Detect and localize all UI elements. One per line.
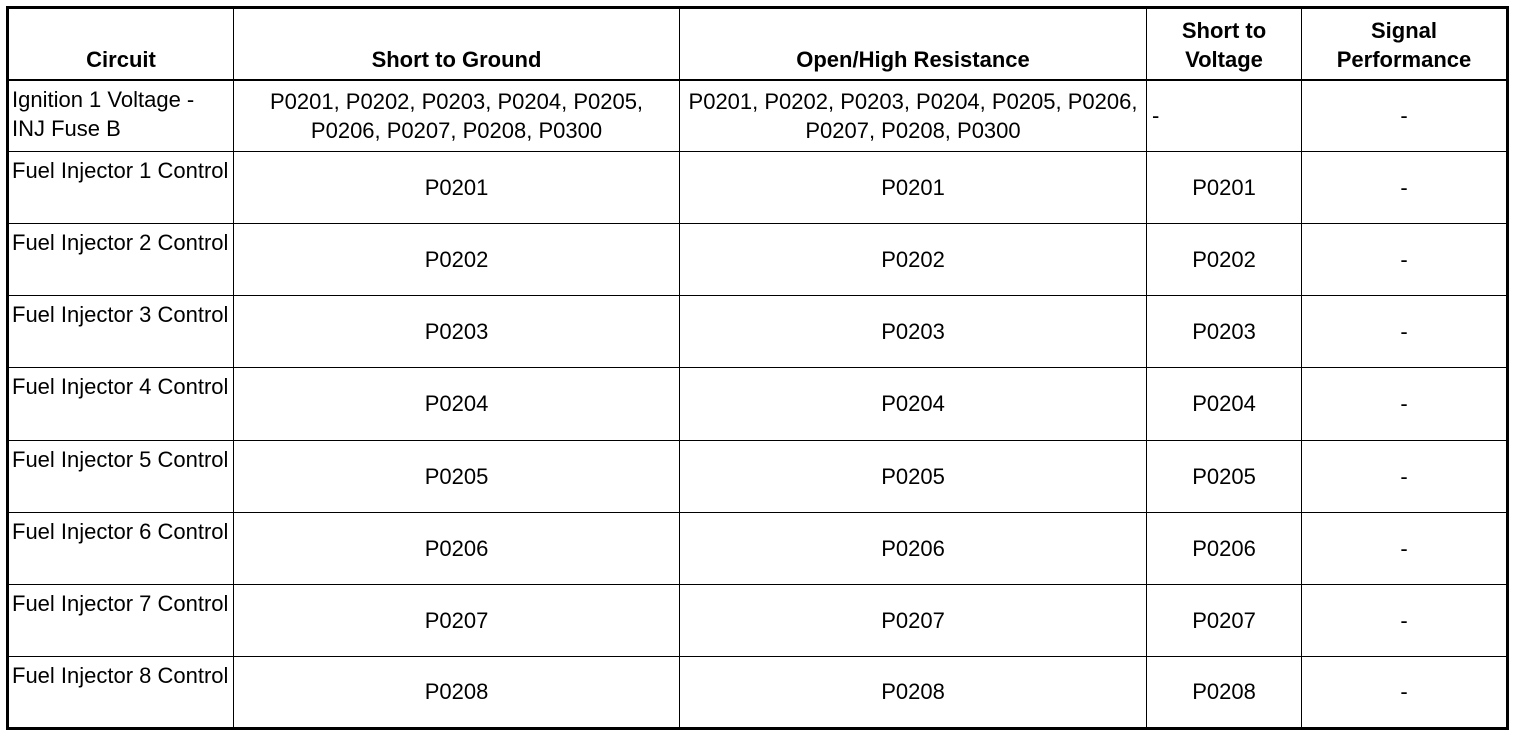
table-row [8, 656, 1508, 728]
table-row [8, 296, 1508, 368]
cell-circuit: Fuel Injector 8 Control [8, 656, 234, 728]
cell-signal-performance: - [1302, 656, 1508, 728]
cell-circuit: Fuel Injector 2 Control [8, 224, 234, 296]
cell-circuit: Fuel Injector 1 Control [8, 152, 234, 224]
cell-short-to-voltage: P0207 [1147, 584, 1302, 656]
table-row [8, 224, 1508, 296]
cell-short-to-voltage: P0208 [1147, 656, 1302, 728]
cell-short-to-voltage: P0203 [1147, 296, 1302, 368]
cell-short-to-voltage: - [1147, 80, 1302, 152]
header-signal-performance: Signal Performance [1302, 8, 1508, 80]
cell-signal-performance: - [1302, 152, 1508, 224]
cell-open-high-resistance: P0207 [680, 584, 1147, 656]
table-row [8, 584, 1508, 656]
cell-open-high-resistance: P0205 [680, 440, 1147, 512]
cell-short-to-ground: P0204 [234, 368, 680, 440]
cell-short-to-voltage: P0201 [1147, 152, 1302, 224]
table-row [8, 368, 1508, 440]
cell-signal-performance: - [1302, 584, 1508, 656]
cell-open-high-resistance: P0201 [680, 152, 1147, 224]
cell-short-to-ground: P0201 [234, 152, 680, 224]
cell-circuit: Fuel Injector 7 Control [8, 584, 234, 656]
cell-signal-performance: - [1302, 296, 1508, 368]
dtc-table-container [6, 6, 1506, 730]
table-header [8, 8, 1508, 80]
cell-open-high-resistance: P0206 [680, 512, 1147, 584]
cell-short-to-ground: P0205 [234, 440, 680, 512]
cell-open-high-resistance: P0201, P0202, P0203, P0204, P0205, P0206, P0207, P0208, P0300 [680, 80, 1147, 152]
cell-circuit: Fuel Injector 3 Control [8, 296, 234, 368]
cell-short-to-voltage: P0202 [1147, 224, 1302, 296]
cell-short-to-ground: P0206 [234, 512, 680, 584]
table-row [8, 512, 1508, 584]
header-short-to-ground: Short to Ground [234, 8, 680, 80]
cell-circuit: Fuel Injector 6 Control [8, 512, 234, 584]
cell-circuit: Ignition 1 Voltage - INJ Fuse B [8, 80, 234, 152]
cell-short-to-voltage: P0204 [1147, 368, 1302, 440]
cell-signal-performance: - [1302, 512, 1508, 584]
cell-short-to-ground: P0202 [234, 224, 680, 296]
cell-open-high-resistance: P0208 [680, 656, 1147, 728]
header-open-high-resistance: Open/High Resistance [680, 8, 1147, 80]
cell-circuit: Fuel Injector 4 Control [8, 368, 234, 440]
cell-signal-performance: - [1302, 224, 1508, 296]
cell-circuit: Fuel Injector 5 Control [8, 440, 234, 512]
cell-open-high-resistance: P0202 [680, 224, 1147, 296]
cell-signal-performance: - [1302, 368, 1508, 440]
table-row [8, 440, 1508, 512]
table-row [8, 152, 1508, 224]
header-short-to-voltage: Short to Voltage [1147, 8, 1302, 80]
cell-short-to-ground: P0207 [234, 584, 680, 656]
cell-short-to-voltage: P0205 [1147, 440, 1302, 512]
cell-short-to-ground: P0208 [234, 656, 680, 728]
cell-short-to-ground: P0201, P0202, P0203, P0204, P0205, P0206, P0207, P0208, P0300 [234, 80, 680, 152]
circuit-dtc-table [6, 6, 1509, 730]
table-body [8, 80, 1508, 729]
cell-signal-performance: - [1302, 440, 1508, 512]
table-row [8, 80, 1508, 152]
cell-short-to-voltage: P0206 [1147, 512, 1302, 584]
cell-signal-performance: - [1302, 80, 1508, 152]
cell-short-to-ground: P0203 [234, 296, 680, 368]
cell-open-high-resistance: P0203 [680, 296, 1147, 368]
header-row [8, 8, 1508, 80]
cell-open-high-resistance: P0204 [680, 368, 1147, 440]
header-circuit: Circuit [8, 8, 234, 80]
